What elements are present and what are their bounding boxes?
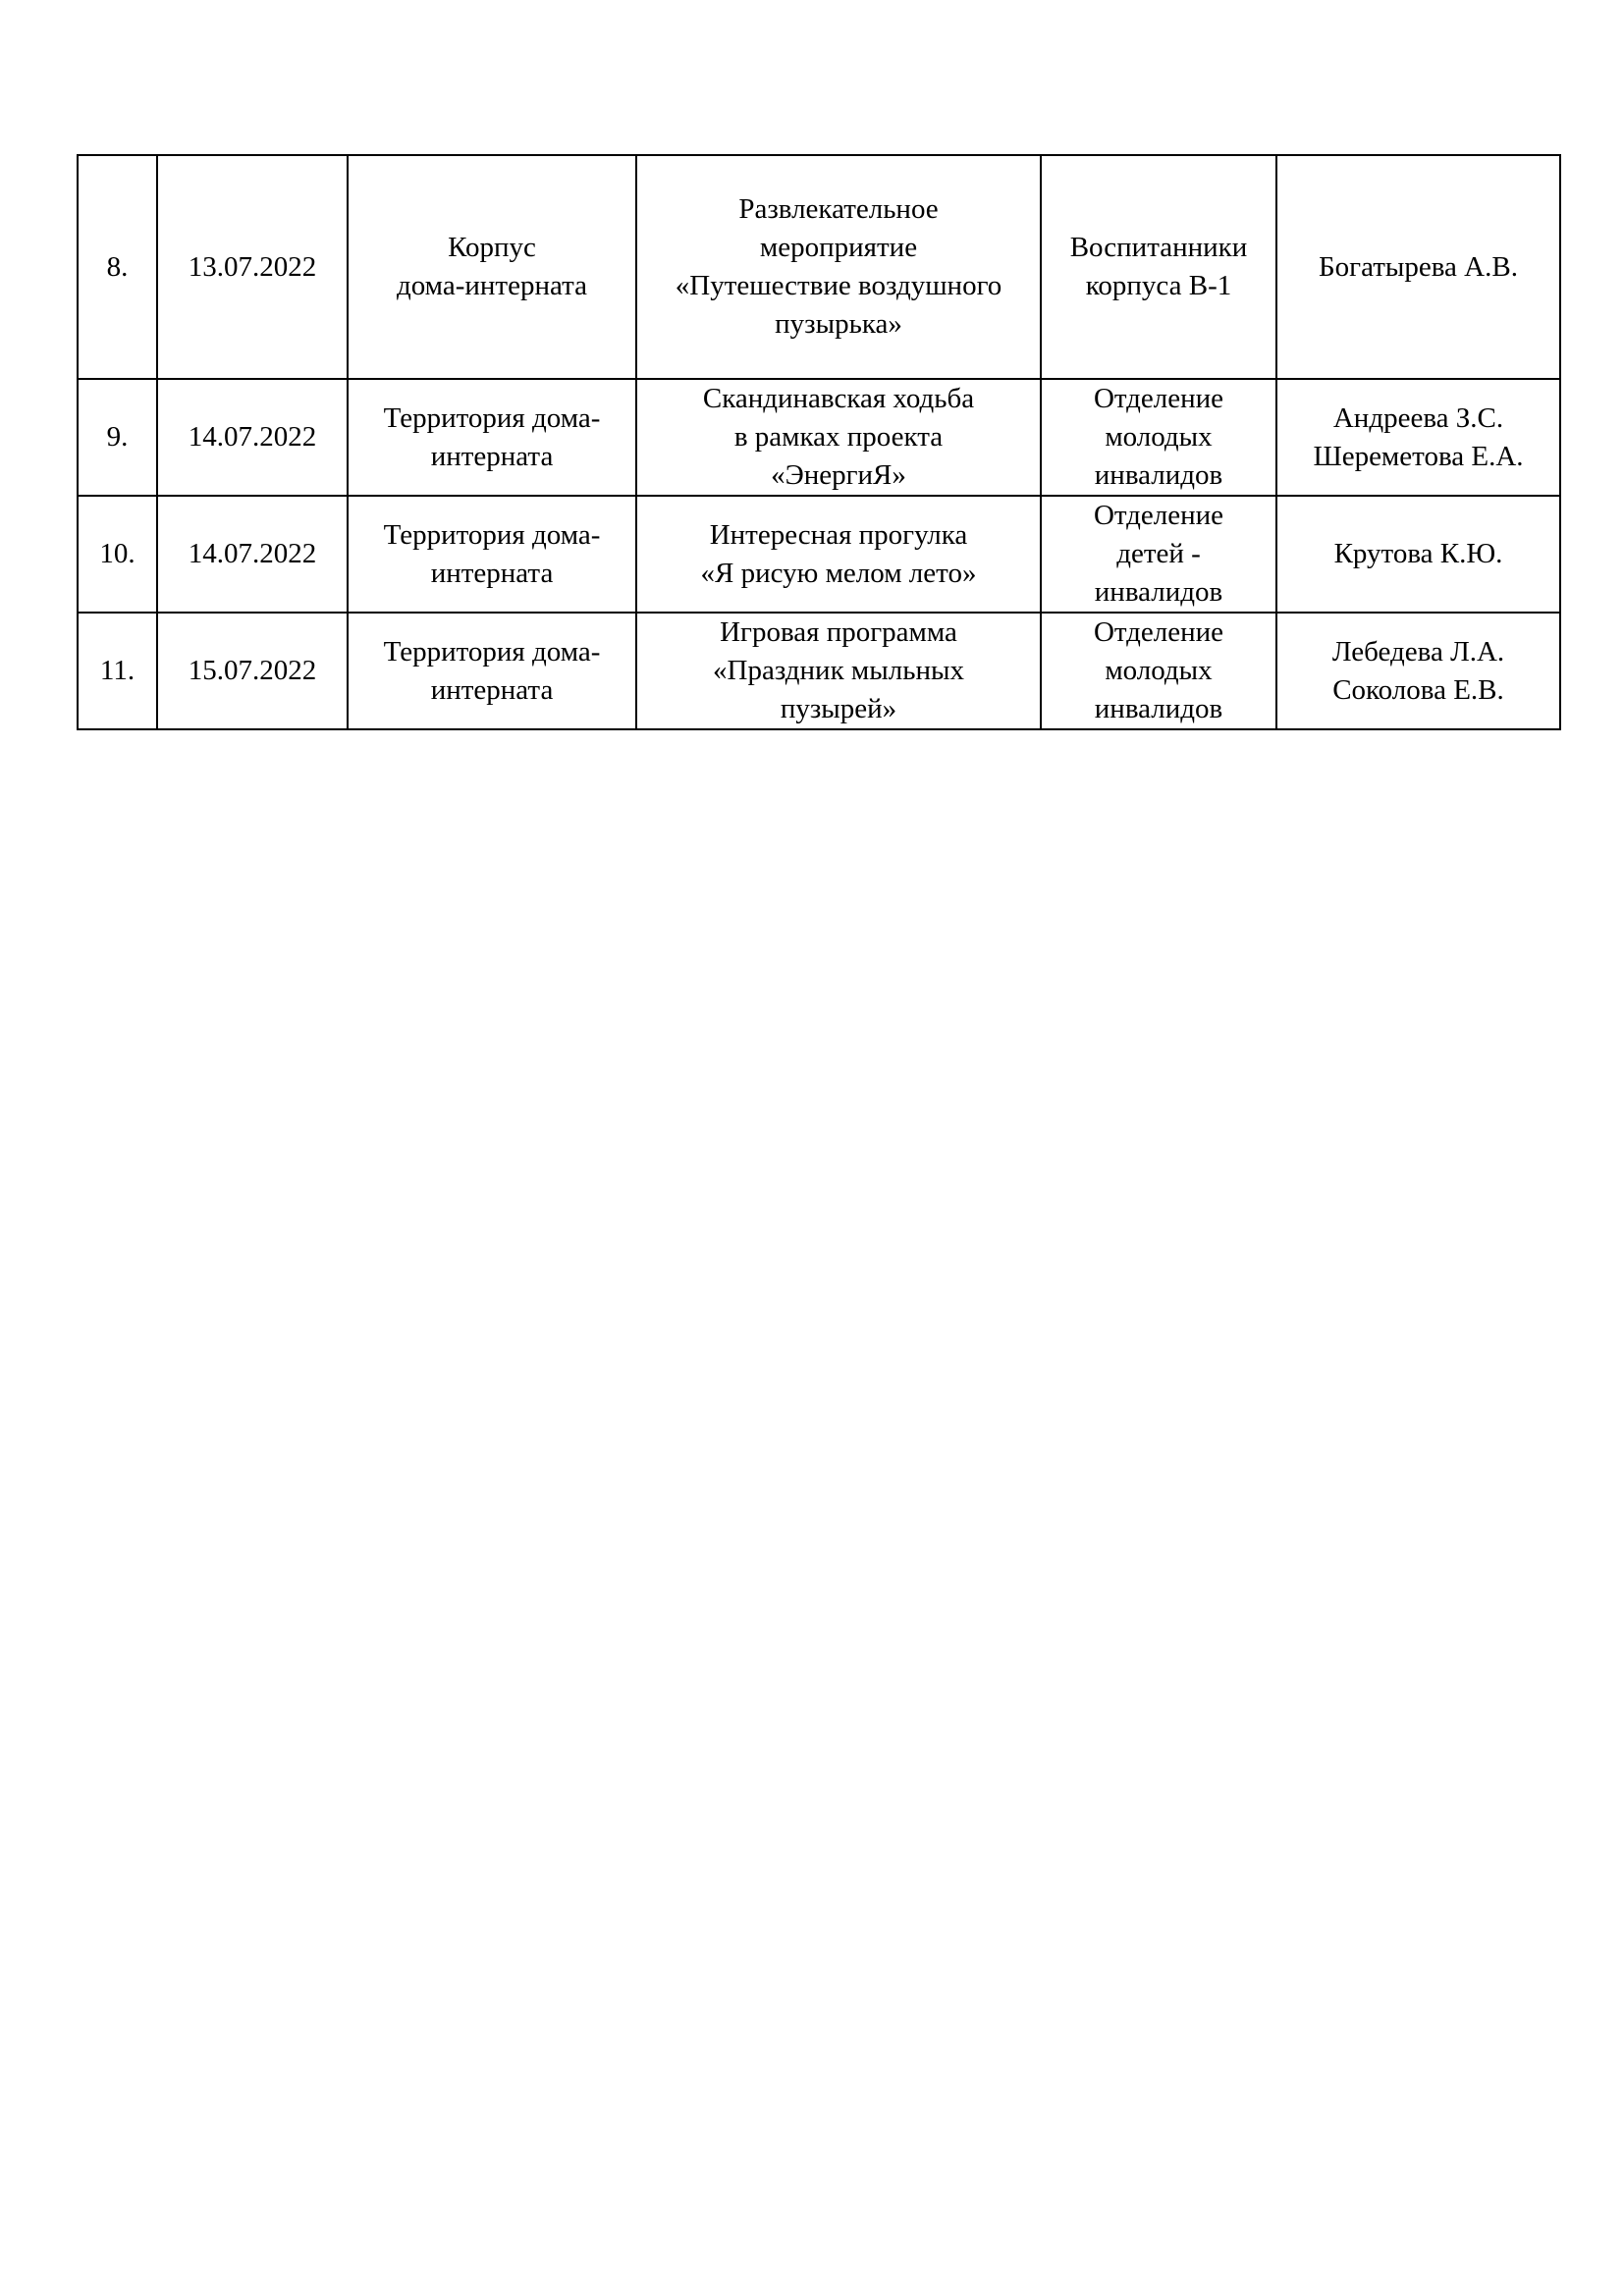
event-cell: Игровая программа «Праздник мыльных пузырей» — [636, 613, 1041, 729]
place-cell: Корпус дома-интерната — [348, 155, 636, 379]
responsible-cell: Богатырева А.В. — [1276, 155, 1560, 379]
place-cell: Территория дома- интерната — [348, 379, 636, 496]
row-number-cell: 10. — [78, 496, 157, 613]
date-cell: 15.07.2022 — [157, 613, 348, 729]
participants-cell: Воспитанники корпуса В-1 — [1041, 155, 1276, 379]
row-number-cell: 11. — [78, 613, 157, 729]
events-table — [77, 154, 1561, 730]
date-cell: 14.07.2022 — [157, 496, 348, 613]
table-row — [78, 379, 1560, 496]
table-row — [78, 155, 1560, 379]
responsible-cell: Андреева З.С. Шереметова Е.А. — [1276, 379, 1560, 496]
row-number-cell: 9. — [78, 379, 157, 496]
table-row — [78, 613, 1560, 729]
table-row — [78, 496, 1560, 613]
participants-cell: Отделение молодых инвалидов — [1041, 613, 1276, 729]
event-cell: Интересная прогулка «Я рисую мелом лето» — [636, 496, 1041, 613]
date-cell: 14.07.2022 — [157, 379, 348, 496]
event-cell: Развлекательное мероприятие «Путешествие воздушного пузырька» — [636, 155, 1041, 379]
responsible-cell: Лебедева Л.А. Соколова Е.В. — [1276, 613, 1560, 729]
row-number-cell: 8. — [78, 155, 157, 379]
place-cell: Территория дома- интерната — [348, 613, 636, 729]
participants-cell: Отделение молодых инвалидов — [1041, 379, 1276, 496]
date-cell: 13.07.2022 — [157, 155, 348, 379]
event-cell: Скандинавская ходьба в рамках проекта «ЭнергиЯ» — [636, 379, 1041, 496]
responsible-cell: Крутова К.Ю. — [1276, 496, 1560, 613]
participants-cell: Отделение детей - инвалидов — [1041, 496, 1276, 613]
place-cell: Территория дома- интерната — [348, 496, 636, 613]
